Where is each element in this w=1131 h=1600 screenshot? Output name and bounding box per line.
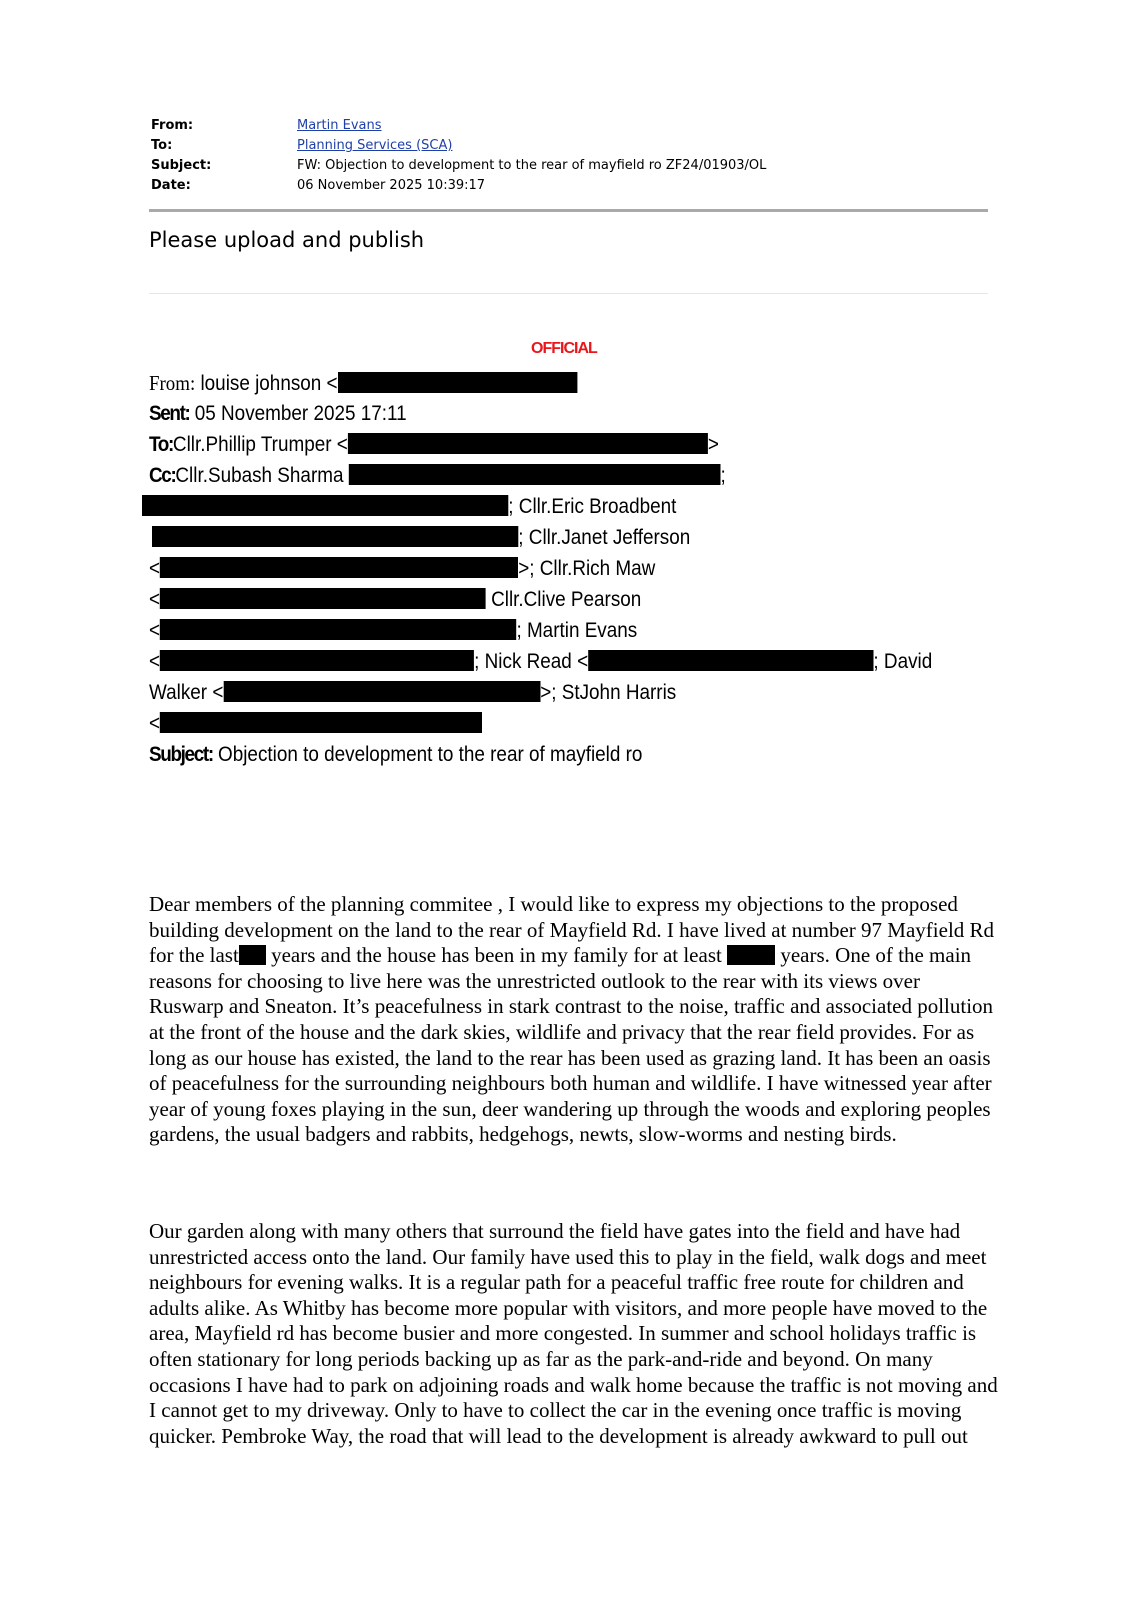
paragraph-2-text: Our garden along with many others that surround the field have gates into the field and have had unrestricted access onto the land. Our family have used this to play in the field, walk dogs and meet neighbours for evening walks. It is a regular path for a peaceful traffic free route for children and adults alike. As Whitby has become more popular with visitors, and more people have moved to the area, Mayfield rd has become busier and more congested. In summer and school holidays traffic is often stationary for long periods backing up as far as the park-and-ride and beyond. On many occasions I have had to park on adjoining roads and walk home because the traffic is not moving and I cannot get to my driveway. Only to have to collect the car in the evening once traffic is moving quicker. Pembroke Way, the road that will lead to the development is already awkward to pull out — [149, 1219, 998, 1448]
fwd-cc-line-9 — [149, 712, 482, 736]
fwd-cc-line-5 — [149, 588, 641, 612]
subject-value: FW: Objection to development to the rear of mayfield ro ZF24/01903/OL — [297, 158, 767, 173]
fwd-cc5: Cllr.Clive Pearson — [491, 588, 642, 611]
classification-label: OFFICIAL — [531, 340, 597, 357]
redaction-block — [348, 433, 708, 454]
from-label: From: — [151, 118, 194, 133]
fwd-cc3: ; Cllr.Janet Jefferson — [518, 526, 691, 549]
fwd-cc-label: Cc: — [149, 464, 176, 487]
fwd-cc7-open: < — [149, 650, 161, 673]
fwd-to-value: Cllr.Phillip Trumper < — [172, 433, 348, 456]
redaction-block — [160, 650, 474, 671]
fwd-sent-label: Sent: — [149, 402, 190, 425]
redaction-block — [160, 619, 516, 640]
fwd-cc9-open: < — [149, 712, 161, 735]
paragraph-1-part-b: years and the house has been in my family for at least — [271, 943, 722, 968]
fwd-cc-line-7 — [149, 650, 932, 674]
email-header — [151, 116, 766, 196]
fwd-cc-line-4 — [149, 557, 655, 581]
fwd-to-label: To: — [149, 433, 173, 456]
from-link[interactable]: Martin Evans — [297, 118, 382, 133]
subject-row — [151, 156, 766, 176]
fwd-cc4: >; Cllr.Rich Maw — [518, 557, 656, 580]
fwd-cc2: ; Cllr.Eric Broadbent — [508, 495, 677, 518]
to-row — [151, 136, 766, 156]
fwd-cc-value: Cllr.Subash Sharma — [175, 464, 344, 487]
from-row — [151, 116, 766, 136]
fwd-subject-line — [149, 743, 642, 767]
letter-paragraph-2 — [149, 1219, 999, 1449]
header-divider — [149, 209, 988, 212]
redaction-block — [160, 557, 518, 578]
redaction-block — [588, 650, 873, 671]
redaction-block — [160, 588, 486, 609]
note-divider — [149, 293, 988, 294]
redaction-block — [349, 464, 721, 485]
fwd-cc-sep: ; — [720, 464, 726, 487]
paragraph-1-part-a: Dear members of the planning commitee , I would like to express my objections to the proposed building development on the land to the rear of Mayfield Rd. I have lived at number 97 Mayfield Rd for the last — [149, 892, 995, 968]
fwd-cc-line — [149, 464, 726, 488]
letter-paragraph-1 — [149, 892, 999, 1148]
redaction-block — [338, 372, 577, 393]
fwd-cc4-open: < — [149, 557, 161, 580]
redaction-block — [160, 712, 482, 733]
fwd-from-label: From: — [149, 371, 196, 395]
date-label: Date: — [151, 178, 191, 193]
fwd-sent-line — [149, 402, 407, 426]
redaction-block — [152, 526, 518, 547]
fwd-cc8-start: Walker < — [149, 681, 224, 704]
fwd-sent-value: 05 November 2025 17:11 — [194, 402, 407, 425]
fwd-cc-line-6 — [149, 619, 637, 643]
redaction-block — [239, 945, 266, 965]
fwd-cc5-open: < — [149, 588, 161, 611]
fwd-cc7: ; Nick Read < — [474, 650, 589, 673]
fwd-cc8: >; StJohn Harris — [540, 681, 677, 704]
fwd-from-line — [149, 371, 577, 396]
fwd-subject-value: Objection to development to the rear of mayfield ro — [218, 743, 643, 766]
fwd-cc6-open: < — [149, 619, 161, 642]
date-value: 06 November 2025 10:39:17 — [297, 178, 486, 193]
fwd-from-name: louise johnson < — [200, 372, 338, 395]
subject-label: Subject: — [151, 158, 212, 173]
to-label: To: — [151, 138, 173, 153]
fwd-subject-label: Subject: — [149, 743, 213, 766]
fwd-cc6: ; Martin Evans — [516, 619, 638, 642]
fwd-cc-line-2 — [142, 495, 676, 519]
redaction-block — [727, 945, 775, 965]
redaction-block — [223, 681, 540, 702]
fwd-to-line — [149, 433, 719, 457]
fwd-cc7-end: ; David — [873, 650, 933, 673]
to-link[interactable]: Planning Services (SCA) — [297, 138, 453, 153]
paragraph-1-part-c: years. One of the main reasons for choosing to live here was the unrestricted outlook to the rear with its views over Ruswarp and Sneaton. It’s peacefulness in stark contrast to the noise, traffic and associated pollution at the front of the house and the dark skies, wildlife and privacy that the rear field provides. For as long as our house has existed, the land to the rear has been used as grazing land. It has been an oasis of peacefulness for the surrounding neighbours both human and wildlife. I have witnessed year after year of young foxes playing in the sun, deer wandering up through the woods and exploring peoples gardens, the usual badgers and rabbits, hedgehogs, newts, slow-worms and nesting birds. — [149, 943, 994, 1147]
date-row — [151, 176, 766, 196]
forward-note: Please upload and publish — [149, 228, 425, 252]
fwd-cc-line-3 — [152, 526, 690, 550]
fwd-cc-line-8 — [149, 681, 676, 705]
redaction-block — [142, 495, 508, 516]
fwd-to-close: > — [707, 433, 719, 456]
